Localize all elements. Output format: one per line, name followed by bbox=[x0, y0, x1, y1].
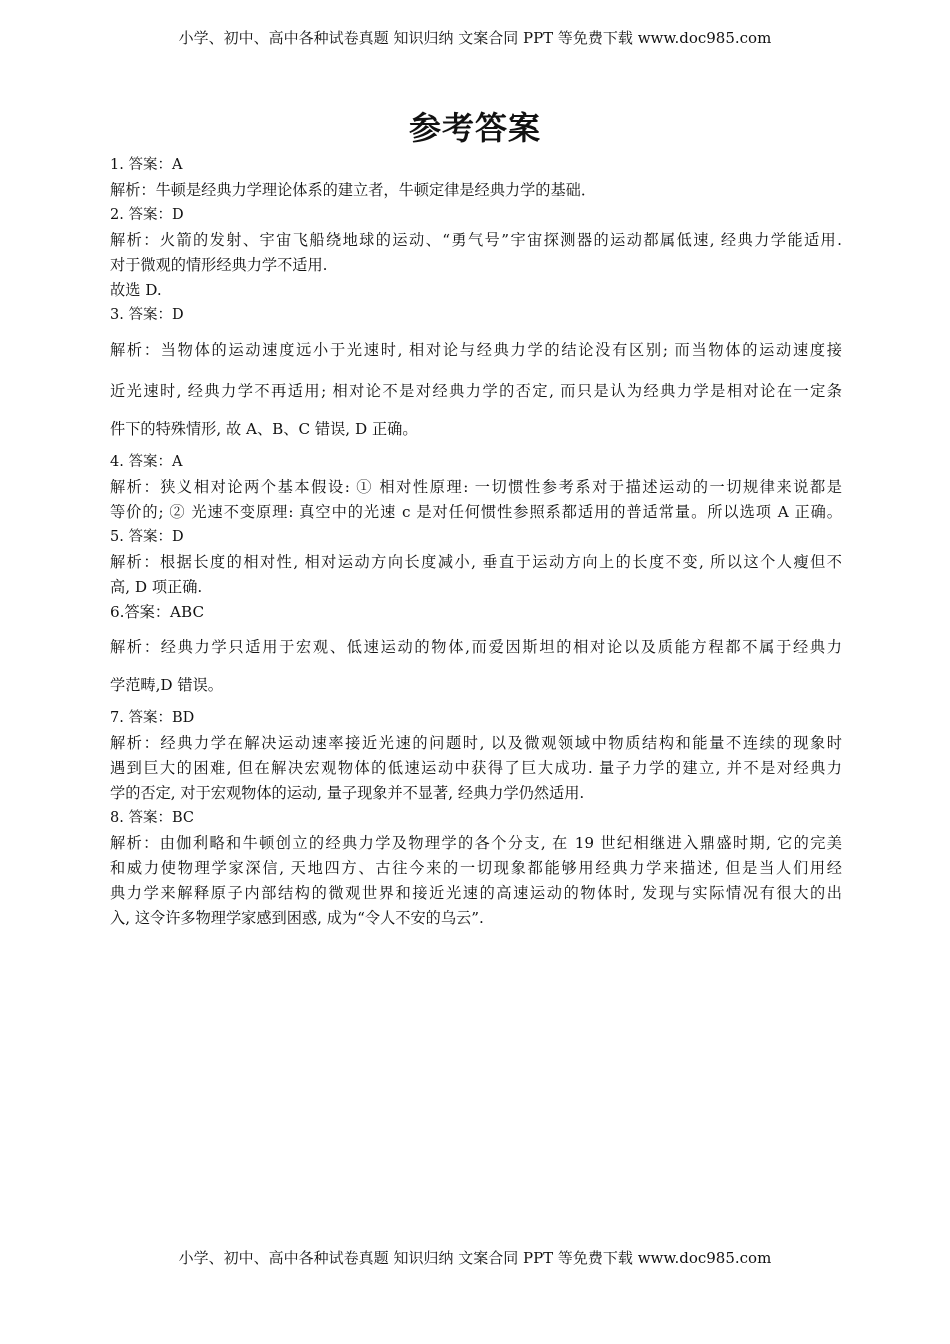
explanation-line: 故选 D. bbox=[110, 281, 162, 299]
answer-line: 3. 答案：D bbox=[110, 307, 184, 323]
page-header: 小学、初中、高中各种试卷真题 知识归纳 文案合同 PPT 等免费下载 www.doc985.com bbox=[178, 29, 772, 47]
explanation-line: 解析：当物体的运动速度远小于光速时, 相对论与经典力学的结论没有区别; 而当物体的运动速度接 bbox=[110, 341, 842, 359]
answer-content bbox=[110, 153, 842, 931]
explanation-line: 解析：经典力学在解决运动速率接近光速的问题时, 以及微观领域中物质结构和能量不连续的现象时 bbox=[110, 734, 842, 752]
explanation-line: 入, 这令许多物理学家感到困惑, 成为“令人不安的乌云”. bbox=[110, 909, 484, 927]
explanation-line: 解析：狭义相对论两个基本假设: ① 相对性原理: 一切惯性参考系对于描述运动的一切规律来说都是 bbox=[110, 478, 842, 496]
answer-line: 5. 答案：D bbox=[110, 529, 184, 545]
page-title: 参考答案 bbox=[408, 109, 541, 147]
explanation-line: 解析：由伽利略和牛顿创立的经典力学及物理学的各个分支, 在 19 世纪相继进入鼎盛时期, 它的完美 bbox=[110, 834, 842, 852]
answer-line: 4. 答案：A bbox=[110, 454, 183, 470]
explanation-line: 遇到巨大的困难, 但在解决宏观物体的低速运动中获得了巨大成功. 量子力学的建立, 并不是对经典力 bbox=[110, 759, 842, 777]
explanation-line: 学的否定, 对于宏观物体的运动, 量子现象并不显著, 经典力学仍然适用. bbox=[110, 784, 585, 802]
explanation-line: 典力学来解释原子内部结构的微观世界和接近光速的高速运动的物体时, 发现与实际情况有很大的出 bbox=[110, 884, 842, 902]
explanation-line: 解析：火箭的发射、宇宙飞船绕地球的运动、“勇气号”宇宙探测器的运动都属低速, 经典力学能适用. bbox=[110, 231, 842, 249]
explanation-line: 解析：根据长度的相对性, 相对运动方向长度减小, 垂直于运动方向上的长度不变, 所以这个人瘦但不 bbox=[110, 553, 842, 571]
explanation-line: 学范畴,D 错误。 bbox=[110, 676, 223, 694]
answer-line: 1. 答案：A bbox=[110, 157, 183, 173]
explanation-line: 对于微观的情形经典力学不适用. bbox=[110, 256, 328, 274]
answer-line: 6.答案：ABC bbox=[110, 603, 205, 621]
answer-line: 8. 答案：BC bbox=[110, 810, 194, 826]
explanation-line: 解析：经典力学只适用于宏观、低速运动的物体,而爱因斯坦的相对论以及质能方程都不属于经典力 bbox=[110, 638, 842, 656]
page-footer: 小学、初中、高中各种试卷真题 知识归纳 文案合同 PPT 等免费下载 www.doc985.com bbox=[178, 1249, 772, 1267]
explanation-line: 高, D 项正确. bbox=[110, 578, 203, 596]
answer-line: 7. 答案：BD bbox=[110, 710, 195, 726]
explanation-line: 件下的特殊情形, 故 A、B、C 错误, D 正确。 bbox=[110, 420, 418, 438]
explanation-line: 解析：牛顿是经典力学理论体系的建立者，牛顿定律是经典力学的基础． bbox=[110, 181, 596, 199]
answer-line: 2. 答案：D bbox=[110, 207, 184, 223]
explanation-line: 和威力使物理学家深信, 天地四方、古往今来的一切现象都能够用经典力学来描述, 但是当人们用经 bbox=[110, 859, 842, 877]
explanation-line: 等价的; ② 光速不变原理: 真空中的光速 c 是对任何惯性参照系都适用的普适常量。所以选项 A 正确。 bbox=[110, 503, 842, 521]
explanation-line: 近光速时, 经典力学不再适用; 相对论不是对经典力学的否定, 而只是认为经典力学是相对论在一定条 bbox=[110, 382, 842, 400]
